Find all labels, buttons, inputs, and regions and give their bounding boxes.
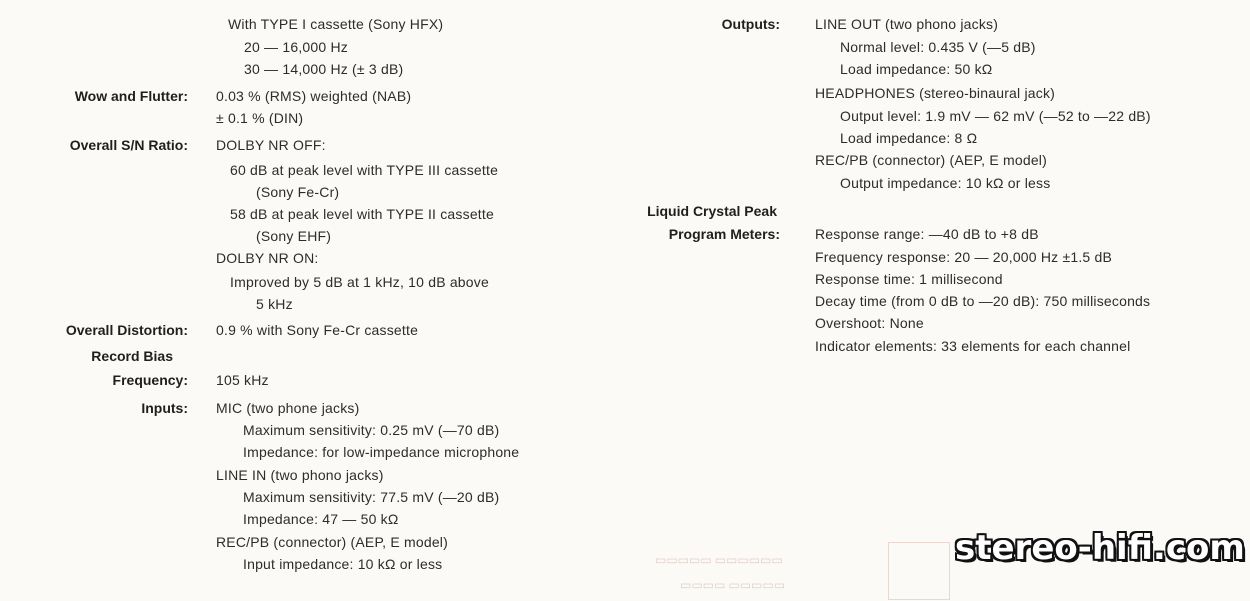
line-out-load: Load impedance: 50 kΩ [840,61,993,77]
meter-decay-time: Decay time (from 0 dB to —20 dB): 750 milliseconds [815,293,1151,309]
freq-line-2: 30 — 14,000 Hz (± 3 dB) [244,61,404,77]
line-in-sensitivity: Maximum sensitivity: 77.5 mV (—20 dB) [243,489,500,505]
dolby-on-heading: DOLBY NR ON: [216,250,319,266]
freq-type1-heading: With TYPE I cassette (Sony HFX) [228,16,444,32]
mic-heading: MIC (two phone jacks) [216,400,360,416]
rec-pb-input-impedance: Input impedance: 10 kΩ or less [243,556,443,572]
dolby-off-line-1: 60 dB at peak level with TYPE III cassette [230,162,499,178]
mic-impedance: Impedance: for low-impedance microphone [243,444,520,460]
rec-pb-output-heading: REC/PB (connector) (AEP, E model) [815,152,1047,168]
rec-pb-input-heading: REC/PB (connector) (AEP, E model) [216,534,448,550]
line-out-level: Normal level: 0.435 V (—5 dB) [840,39,1036,55]
record-bias-label: Record Bias [91,348,173,364]
dolby-off-line-4: (Sony EHF) [256,228,332,244]
bleed-through-mark: ▭▭▭▭▭ ▭▭▭▭▭▭ [655,553,783,567]
lcd-meter-label-1: Liquid Crystal Peak [647,203,777,219]
sn-ratio-label: Overall S/N Ratio: [69,137,188,153]
meter-overshoot: Overshoot: None [815,315,924,331]
headphones-level: Output level: 1.9 mV — 62 mV (—52 to —22 dB) [840,108,1151,124]
record-bias-value: 105 kHz [216,372,269,388]
headphones-heading: HEADPHONES (stereo-binaural jack) [815,85,1056,101]
rec-pb-output-impedance: Output impedance: 10 kΩ or less [840,175,1051,191]
dolby-on-line-1: Improved by 5 dB at 1 kHz, 10 dB above [230,274,489,290]
outputs-label: Outputs: [721,16,780,32]
bleed-through-stamp [888,542,950,600]
site-watermark: stereo-hifi.com [955,528,1245,568]
dolby-off-line-2: (Sony Fe-Cr) [256,184,340,200]
headphones-load: Load impedance: 8 Ω [840,130,978,146]
line-in-impedance: Impedance: 47 — 50 kΩ [243,511,399,527]
meter-frequency-response: Frequency response: 20 — 20,000 Hz ±1.5 dB [815,249,1113,265]
meter-response-range: Response range: —40 dB to +8 dB [815,226,1039,242]
record-bias-frequency-label: Frequency: [112,372,188,388]
dolby-on-line-2: 5 kHz [256,296,293,312]
bleed-through-mark: ▭▭▭▭ ▭▭▭▭▭ [680,578,786,592]
wow-flutter-label: Wow and Flutter: [74,88,188,104]
distortion-value: 0.9 % with Sony Fe-Cr cassette [216,322,419,338]
dolby-off-heading: DOLBY NR OFF: [216,137,326,153]
distortion-label: Overall Distortion: [65,322,188,338]
line-in-heading: LINE IN (two phono jacks) [216,467,384,483]
freq-line-1: 20 — 16,000 Hz [244,39,348,55]
wow-flutter-line-1: 0.03 % (RMS) weighted (NAB) [216,88,412,104]
meter-response-time: Response time: 1 millisecond [815,271,1003,287]
dolby-off-line-3: 58 dB at peak level with TYPE II cassette [230,206,494,222]
wow-flutter-line-2: ± 0.1 % (DIN) [216,110,304,126]
meter-indicator-elements: Indicator elements: 33 elements for each channel [815,338,1131,354]
inputs-label: Inputs: [141,400,188,416]
line-out-heading: LINE OUT (two phono jacks) [815,16,999,32]
lcd-meter-label-2: Program Meters: [668,226,780,242]
mic-sensitivity: Maximum sensitivity: 0.25 mV (—70 dB) [243,422,500,438]
